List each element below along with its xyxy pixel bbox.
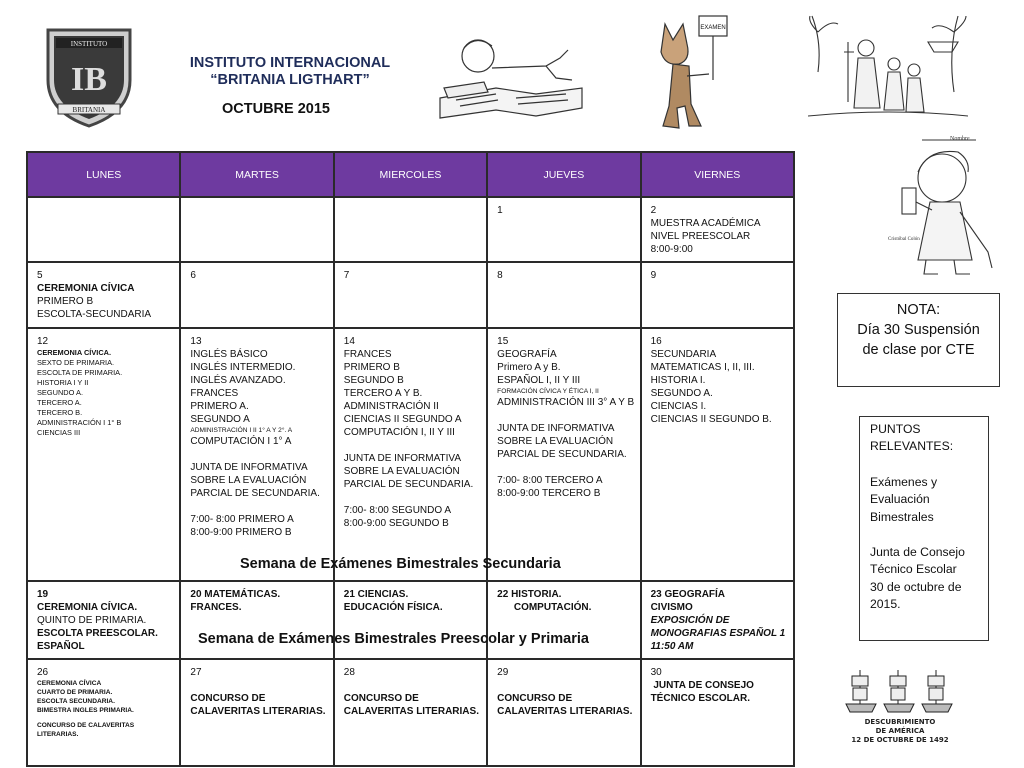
event-line: SEGUNDO B [343,375,404,386]
day-number: 30 [650,667,662,678]
day-number: 29 [497,667,509,678]
event-line: 8:00-9:00 PRIMERO B [190,527,292,538]
event-line: CONCURSO DE CALAVERITAS [37,722,135,729]
day-cell-16 [641,328,794,581]
event-line: CIENCIAS II SEGUNDO A [343,414,462,425]
puntos-line: Técnico Escolar [870,562,957,577]
event-line: 7:00- 8:00 TERCERO A [497,475,603,486]
event-line: CEREMONIA CÍVICA [37,680,102,687]
event-line: 21 CIENCIAS. [343,589,409,600]
day-cell-13 [180,328,333,581]
event-line: CONCURSO DE [343,693,419,704]
event-line: EDUCACIÓN FÍSICA. [343,602,443,613]
day-number: 7 [343,270,350,281]
event-line: ESPAÑOL I, II Y III [497,375,581,386]
event-line: SEGUNDO A. [37,388,83,397]
event-line: PRIMERO A. [190,401,249,412]
event-line: 8:00-9:00 [650,244,693,255]
day-cell-6 [180,262,333,328]
caravels-illustration [842,664,957,746]
event-line: FRANCES. [190,602,242,613]
title-line-1: INSTITUTO INTERNACIONAL [189,55,391,71]
event-line: CIVISMO [650,602,693,613]
caravels-caption-2: DE AMÉRICA [875,727,925,735]
event-line: PARCIAL DE SECUNDARIA. [343,479,474,490]
puntos-line: 2015. [870,597,901,612]
event-line: ADMINISTRACIÓN III 3° A Y B [497,397,635,408]
day-number: 5 [37,270,43,281]
event-line: TÉCNICO ESCOLAR. [650,693,751,704]
event-line: JUNTA DE INFORMATIVA [343,453,462,464]
columbus-landing-illustration [808,12,968,128]
event-line: CEREMONIA CÍVICA. [37,348,112,357]
nota-line-1: Día 30 Suspensión [857,322,980,338]
event-line: SEGUNDO A. [650,388,713,399]
day-cell-20 [180,581,333,659]
event-line: CALAVERITAS LITERARIAS. [497,706,633,717]
event-line: EXPOSICIÓN DE [650,615,730,626]
day-number: 15 [497,336,509,347]
day-header-friday: VIERNES [641,152,794,197]
day-number: 16 [650,336,662,347]
event-line: 7:00- 8:00 PRIMERO A [190,514,294,525]
event-line: PRIMERO B [37,296,94,307]
event-line: 8:00-9:00 TERCERO B [497,488,601,499]
day-number: 26 [37,667,49,678]
day-number: 6 [190,270,196,281]
day-cell-29 [487,659,640,766]
event-line: CUARTO DE PRIMARIA. [37,689,113,696]
event-line: ESCOLTA PREESCOLAR. [37,628,158,639]
day-cell-22 [487,581,640,659]
day-cell-28 [334,659,487,766]
event-line: SEXTO DE PRIMARIA. [37,358,115,367]
banner-secundaria-exams: Semana de Exámenes Bimestrales Secundaria [240,556,561,572]
event-line: COMPUTACIÓN I 1° A [190,436,292,447]
day-number: 9 [650,270,657,281]
event-line: 20 MATEMÁTICAS. [190,589,281,600]
event-line: Primero A y B. [497,362,561,373]
event-line: CALAVERITAS LITERARIAS. [190,706,326,717]
day-number: 12 [37,336,49,347]
title-line-2: “BRITANIA LIGTHART” [210,72,370,88]
event-line: ESCOLTA SECUNDARIA. [37,698,115,705]
nota-line-2: de clase por CTE [862,342,975,358]
day-cell-empty [180,197,333,262]
event-line: FORMACIÓN CÍVICA Y ÉTICA I, II [497,388,599,395]
event-line: SECUNDARIA [650,349,717,360]
event-line: INGLÉS BÁSICO [190,349,268,360]
columbus-character-illustration [888,132,1000,280]
week-row-1 [27,197,794,262]
event-line: PARCIAL DE SECUNDARIA. [497,449,627,460]
day-cell-12 [27,328,180,581]
banner-preescolar-primaria-exams: Semana de Exámenes Bimestrales Preescolar y Primaria [198,631,589,647]
event-line: COMPUTACIÓN. [497,602,592,613]
event-line: SOBRE LA EVALUACIÓN [343,466,460,477]
puntos-line: PUNTOS [870,422,921,436]
event-line: MATEMATICAS I, II, III. [650,362,755,373]
event-line: 7:00- 8:00 SEGUNDO A [343,505,452,516]
logo-text: INSTITUTO [70,40,108,48]
day-cell-21 [334,581,487,659]
event-line: ADMINISTRACIÓN I 1° B [37,418,122,427]
day-cell-9 [641,262,794,328]
puntos-line: RELEVANTES: [870,439,954,454]
day-cell-30 [641,659,794,766]
day-cell-19 [27,581,180,659]
event-line: LITERARIAS. [37,731,79,738]
event-line: BIMESTRA INGLES PRIMARIA. [37,707,134,714]
event-line: PRIMERO B [343,362,400,373]
day-cell-8 [487,262,640,328]
caravels-caption-3: 12 DE OCTUBRE DE 1492 [851,736,949,744]
nota-box [837,293,1000,387]
month-label: OCTUBRE 2015 [222,101,330,117]
event-line: GEOGRAFÍA [497,349,557,360]
event-line: CIENCIAS I. [650,401,707,412]
day-cell-1 [487,197,640,262]
event-line: FRANCES [190,388,239,399]
event-line: QUINTO DE PRIMARIA. [37,615,147,626]
event-line: JUNTA DE INFORMATIVA [190,462,308,473]
event-line: ESCOLTA DE PRIMARIA. [37,368,123,377]
event-line: ADMINISTRACIÓN II [343,401,439,412]
puntos-line: Junta de Consejo [870,545,965,560]
event-line: CONCURSO DE [190,693,266,704]
puntos-relevantes-box [859,416,989,641]
event-line: COMPUTACIÓN I, II Y III [343,427,455,438]
event-line: NIVEL PREESCOLAR [650,231,751,242]
event-line: ADMINISTRACIÓN I II 1° A Y 2°. A [190,427,293,434]
logo-banner-text: BRITANIA [72,106,106,114]
event-line: INGLÉS INTERMEDIO. [190,362,296,373]
event-line: CIENCIAS II SEGUNDO B. [650,414,772,425]
event-line: SEGUNDO A [190,414,250,425]
day-cell-2 [641,197,794,262]
event-line: SOBRE LA EVALUACIÓN [190,475,307,486]
coyote-sign-text: EXAMEN [700,25,726,31]
event-line: 23 GEOGRAFÍA [650,589,726,600]
calendar-header-row [27,152,794,197]
puntos-line: Evaluación [870,492,930,507]
event-line: 8:00-9:00 SEGUNDO B [343,518,449,529]
day-cell-empty [27,197,180,262]
day-cell-26 [27,659,180,766]
week-row-4 [27,581,794,659]
day-header-tuesday: MARTES [180,152,333,197]
event-line: HISTORIA I. [650,375,706,386]
caravels-caption-1: DESCUBRIMIENTO [864,718,936,726]
event-line: CONCURSO DE [497,693,573,704]
nota-label: NOTA: [896,302,941,318]
event-line: JUNTA DE CONSEJO [650,680,754,691]
event-line: CEREMONIA CÍVICA [37,283,135,294]
event-line: 22 HISTORIA. [497,589,562,600]
event-line: ESPAÑOL [37,641,85,652]
colon-name-text: Nombre [950,136,970,142]
day-header-wednesday: MIERCOLES [334,152,487,197]
colon-caption-text: Cristóbal Colón [888,237,920,242]
day-number: 8 [497,270,503,281]
day-number: 2 [650,205,657,216]
event-line: CIENCIAS III [37,428,81,437]
day-number: 13 [190,336,202,347]
week-row-2 [27,262,794,328]
event-line: MUESTRA ACADÉMICA [650,218,761,229]
event-line: JUNTA DE INFORMATIVA [497,423,615,434]
event-line: SOBRE LA EVALUACIÓN [497,436,614,447]
day-number: 14 [343,336,355,347]
day-header-thursday: JUEVES [487,152,640,197]
week-row-3 [27,328,794,581]
day-cell-14 [334,328,487,581]
puntos-line: 30 de octubre de [870,579,962,594]
event-line: CEREMONIA CÍVICA. [37,602,138,613]
event-line: INGLÉS AVANZADO. [190,375,286,386]
day-number: 1 [497,205,503,216]
school-logo [42,20,136,128]
event-line: TERCERO A. [37,398,82,407]
calendar-table [26,151,795,767]
day-cell-5 [27,262,180,328]
event-line: FRANCES [343,349,392,360]
event-line: TERCERO A Y B. [343,388,423,399]
boy-reading-illustration [436,28,584,120]
day-cell-7 [334,262,487,328]
puntos-line: Exámenes y [870,474,938,489]
day-cell-27 [180,659,333,766]
coyote-exam-illustration [643,10,733,132]
day-cell-empty [334,197,487,262]
school-title [180,55,400,89]
event-line: ESCOLTA-SECUNDARIA [37,309,152,320]
day-number: 27 [190,667,202,678]
event-line: PARCIAL DE SECUNDARIA. [190,488,320,499]
event-line: 11:50 AM [650,641,694,652]
event-line: MONOGRAFIAS ESPAÑOL 1 [650,628,786,639]
day-header-monday: LUNES [27,152,180,197]
day-cell-23 [641,581,794,659]
day-number: 19 [37,589,49,600]
event-line: HISTORIA I Y II [37,378,89,387]
svg-text:IB: IB [71,61,107,98]
event-line: CALAVERITAS LITERARIAS. [343,706,479,717]
day-cell-15 [487,328,640,581]
day-number: 28 [343,667,355,678]
puntos-line: Bimestrales [870,509,934,524]
week-row-5 [27,659,794,766]
event-line: TERCERO B. [37,408,83,417]
